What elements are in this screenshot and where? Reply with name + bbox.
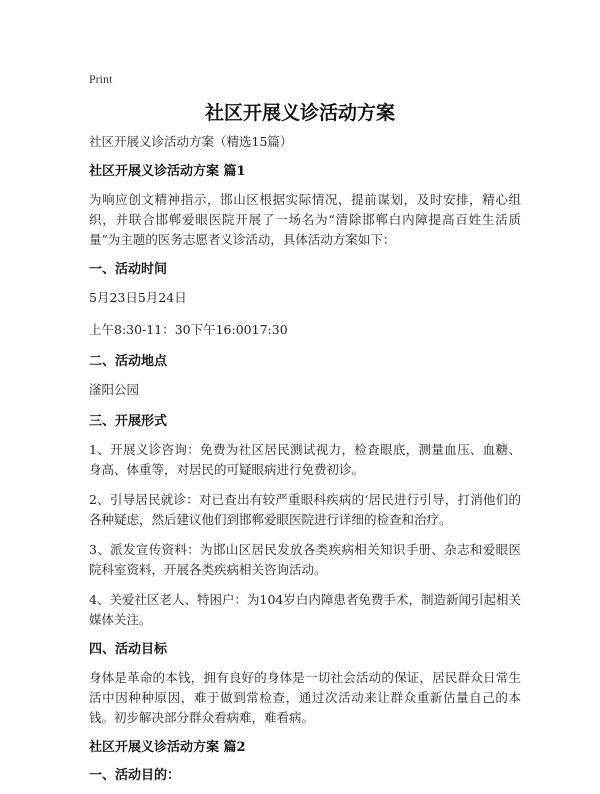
document-subtitle: 社区开展义诊活动方案（精选15篇）	[89, 134, 293, 149]
article-heading-1: 社区开展义诊活动方案 篇1	[89, 164, 246, 179]
section-heading-location: 二、活动地点	[89, 354, 168, 369]
activity-location: 滏阳公园	[89, 382, 140, 397]
section-heading-form: 三、开展形式	[89, 414, 168, 429]
article-heading-2: 社区开展义诊活动方案 篇2	[89, 740, 246, 755]
form-item: 2、引导居民就诊：对已查出有较严重眼科疾病的‘居民进行引导，打消他们的各种疑虑，然后建议他们到邯郸爱眼医院进行详细的检查和治疗。	[89, 492, 521, 527]
form-item: 4、关爱社区老人、特困户：为104岁白内障患者免费手术，制造新闻引起相关媒体关注。	[89, 592, 521, 627]
form-item: 3、派发宣传资料：为邯山区居民发放各类疾病相关知识手册、杂志和爱眼医院科室资料，开展各类疾病相关咨询活动。	[89, 542, 521, 577]
intro-paragraph: 为响应创文精神指示，邯山区根据实际情况，提前谋划，及时安排，精心组织，并联合邯郸爱眼医院开展了一场名为“清除邯郸白内障提高百姓生活质量”为主题的医务志愿者义诊活动，具体活动方案如下：	[89, 192, 521, 247]
activity-hours: 上午8:30-11：30下午16:0017:30	[89, 322, 288, 337]
article2-section-heading-purpose: 一、活动目的：	[89, 768, 181, 783]
section-heading-goal: 四、活动目标	[89, 642, 168, 657]
document-body	[89, 132, 521, 794]
print-label[interactable]: Print	[89, 72, 113, 86]
form-item: 1、开展义诊咨询：免费为社区居民测试视力，检查眼底，测量血压、血糖、身高、体重等，对居民的可疑眼病进行免费初诊。	[89, 442, 521, 477]
section-heading-time: 一、活动时间	[89, 262, 168, 277]
activity-date: 5月23日5月24日	[89, 290, 187, 305]
page-title: 社区开展义诊活动方案	[204, 102, 395, 124]
goal-paragraph: 身体是革命的本钱，拥有良好的身体是一切社会活动的保证，居民群众日常生活中因种种原因，难于做到常检查，通过次活动来让群众重新估量自己的本钱。初步解决部分群众看病难，难看病。	[89, 670, 521, 725]
